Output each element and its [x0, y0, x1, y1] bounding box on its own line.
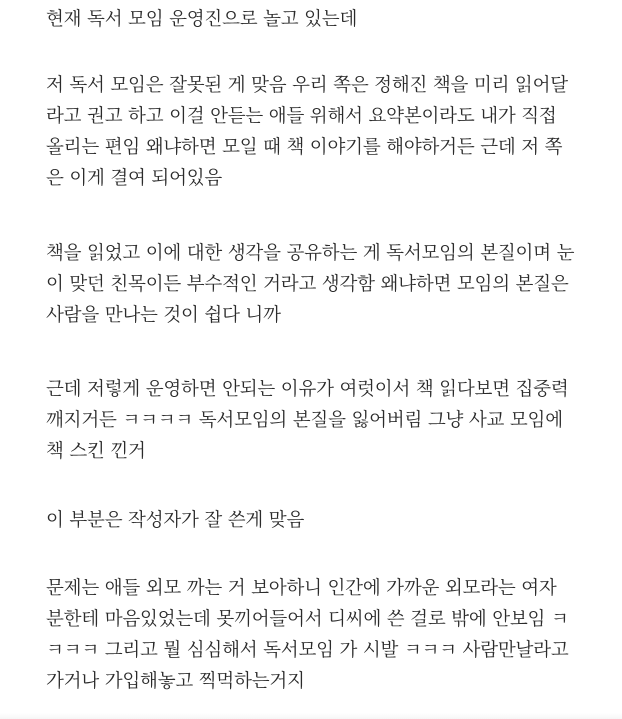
paragraph-2 — [46, 70, 568, 194]
text-line: 올리는 편임 왜냐하면 모일 때 책 이야기를 해야하거든 근데 저 쪽 — [46, 137, 563, 158]
paragraph-3 — [46, 238, 574, 331]
text-line: 가거나 가입해놓고 찍먹하는거지 — [46, 671, 305, 692]
text-line: 근데 저렇게 운영하면 안되는 이유가 여럿이서 책 읽다보면 집중력 — [46, 379, 569, 400]
text-line: 분한테 마음있었는데 못끼어들어서 디씨에 쓴 걸로 밖에 안보임 ㅋ — [46, 609, 569, 630]
paragraph-4 — [46, 374, 569, 467]
text-line: 사람을 만나는 것이 쉽다 니까 — [46, 305, 281, 326]
paragraph-6 — [46, 573, 569, 697]
text-line: 책 스킨 낀거 — [46, 441, 146, 462]
paragraph-1 — [46, 4, 357, 35]
paragraph-5 — [46, 505, 304, 536]
text-line: 책을 읽었고 이에 대한 생각을 공유하는 게 독서모임의 본질이며 눈 — [46, 243, 575, 264]
text-line: 은 이게 결여 되어있음 — [46, 168, 223, 189]
text-line: 라고 권고 하고 이걸 안듣는 애들 위해서 요약본이라도 내가 직접 — [46, 106, 557, 127]
text-line: 현재 독서 모임 운영진으로 놀고 있는데 — [46, 9, 358, 30]
text-line: 이 맞던 친목이든 부수적인 거라고 생각함 왜냐하면 모임의 본질은 — [46, 274, 569, 295]
text-line: 이 부분은 작성자가 잘 쓴게 맞음 — [46, 510, 305, 531]
text-line: 문제는 애들 외모 까는 거 보아하니 인간에 가까운 외모라는 여자 — [46, 578, 557, 599]
text-line: 깨지거든 ㅋㅋㅋㅋ 독서모임의 본질을 잃어버림 그냥 사교 모임에 — [46, 410, 563, 431]
text-line: 저 독서 모임은 잘못된 게 맞음 우리 쪽은 정해진 책을 미리 읽어달 — [46, 75, 568, 96]
text-line: ㅋㅋㅋ 그리고 뭘 심심해서 독서모임 가 시발 ㅋㅋㅋ 사람만날라고 — [46, 640, 569, 661]
bottom-edge — [0, 713, 622, 719]
